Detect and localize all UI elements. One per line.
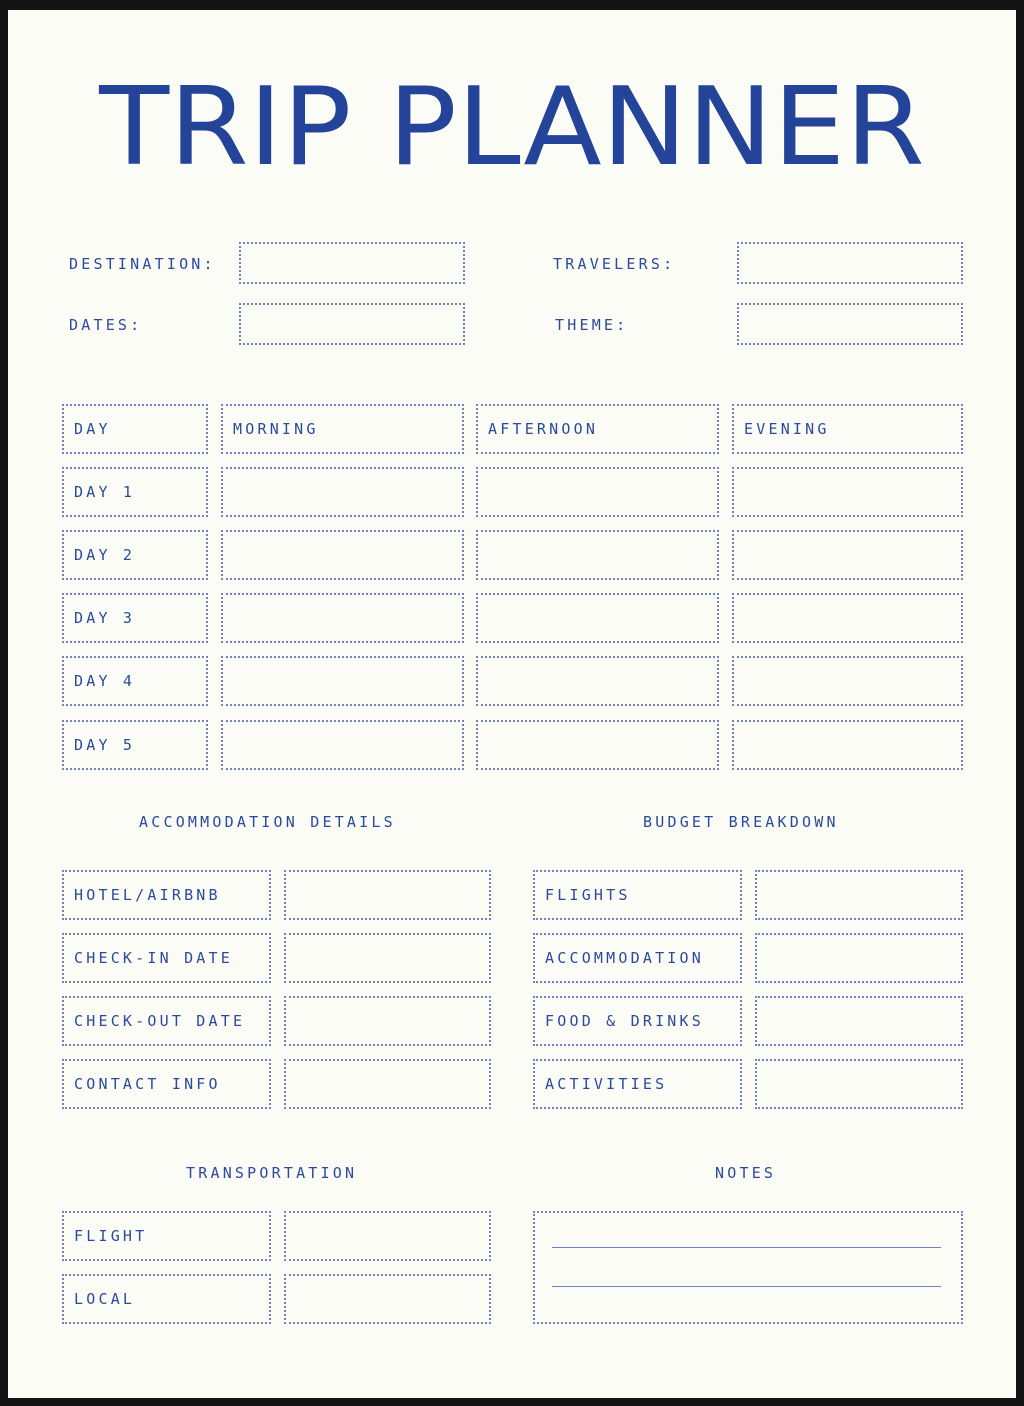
notes-box[interactable]	[533, 1211, 963, 1324]
day-4-cell	[62, 656, 208, 706]
theme-field[interactable]	[737, 303, 963, 345]
flight-field[interactable]	[284, 1211, 491, 1261]
day-5-morning-field[interactable]	[221, 720, 464, 770]
header-afternoon	[476, 404, 719, 454]
destination-field[interactable]	[239, 242, 465, 284]
accommodation-row	[62, 1059, 271, 1109]
contact-info-field[interactable]	[284, 1059, 491, 1109]
day-3-cell	[62, 593, 208, 643]
header-day-label: DAY	[74, 420, 111, 438]
header-day	[62, 404, 208, 454]
accommodation-row	[62, 870, 271, 920]
check-in-field[interactable]	[284, 933, 491, 983]
check-out-label: CHECK-OUT DATE	[74, 1012, 246, 1030]
day-5-afternoon-field[interactable]	[476, 720, 719, 770]
header-evening-label: EVENING	[744, 420, 830, 438]
travelers-field[interactable]	[737, 242, 963, 284]
transportation-heading: TRANSPORTATION	[186, 1164, 358, 1182]
header-evening	[732, 404, 963, 454]
page-title: TRIP PLANNER	[99, 65, 925, 190]
budget-row	[533, 996, 742, 1046]
accommodation-row	[62, 996, 271, 1046]
hotel-label: HOTEL/AIRBNB	[74, 886, 221, 904]
accommodation-budget-label: ACCOMMODATION	[545, 949, 704, 967]
food-drinks-label: FOOD & DRINKS	[545, 1012, 704, 1030]
day-5-label: DAY 5	[74, 736, 136, 754]
flight-label: FLIGHT	[74, 1227, 148, 1245]
accommodation-budget-field[interactable]	[755, 933, 963, 983]
budget-row	[533, 870, 742, 920]
day-3-evening-field[interactable]	[732, 593, 963, 643]
day-2-afternoon-field[interactable]	[476, 530, 719, 580]
local-label: LOCAL	[74, 1290, 136, 1308]
activities-label: ACTIVITIES	[545, 1075, 668, 1093]
day-3-morning-field[interactable]	[221, 593, 464, 643]
day-2-morning-field[interactable]	[221, 530, 464, 580]
day-5-cell	[62, 720, 208, 770]
day-1-label: DAY 1	[74, 483, 136, 501]
transportation-row	[62, 1211, 271, 1261]
budget-row	[533, 1059, 742, 1109]
notes-heading: NOTES	[715, 1164, 777, 1182]
day-4-label: DAY 4	[74, 672, 136, 690]
day-1-morning-field[interactable]	[221, 467, 464, 517]
check-in-label: CHECK-IN DATE	[74, 949, 233, 967]
destination-label: DESTINATION:	[69, 255, 216, 273]
budget-row	[533, 933, 742, 983]
dates-label: DATES:	[69, 316, 143, 334]
day-2-label: DAY 2	[74, 546, 136, 564]
day-1-cell	[62, 467, 208, 517]
day-3-label: DAY 3	[74, 609, 136, 627]
check-out-field[interactable]	[284, 996, 491, 1046]
accommodation-heading: ACCOMMODATION DETAILS	[139, 813, 396, 831]
local-field[interactable]	[284, 1274, 491, 1324]
day-4-evening-field[interactable]	[732, 656, 963, 706]
travelers-label: TRAVELERS:	[553, 255, 676, 273]
header-morning-label: MORNING	[233, 420, 319, 438]
notes-line	[552, 1247, 941, 1248]
transportation-row	[62, 1274, 271, 1324]
header-morning	[221, 404, 464, 454]
day-4-afternoon-field[interactable]	[476, 656, 719, 706]
contact-info-label: CONTACT INFO	[74, 1075, 221, 1093]
day-2-cell	[62, 530, 208, 580]
notes-line	[552, 1286, 941, 1287]
theme-label: THEME:	[555, 316, 629, 334]
activities-budget-field[interactable]	[755, 1059, 963, 1109]
day-2-evening-field[interactable]	[732, 530, 963, 580]
flights-label: FLIGHTS	[545, 886, 631, 904]
day-3-afternoon-field[interactable]	[476, 593, 719, 643]
header-afternoon-label: AFTERNOON	[488, 420, 599, 438]
flights-budget-field[interactable]	[755, 870, 963, 920]
day-1-evening-field[interactable]	[732, 467, 963, 517]
budget-heading: BUDGET BREAKDOWN	[643, 813, 839, 831]
day-1-afternoon-field[interactable]	[476, 467, 719, 517]
day-5-evening-field[interactable]	[732, 720, 963, 770]
hotel-field[interactable]	[284, 870, 491, 920]
dates-field[interactable]	[239, 303, 465, 345]
food-drinks-budget-field[interactable]	[755, 996, 963, 1046]
day-4-morning-field[interactable]	[221, 656, 464, 706]
accommodation-row	[62, 933, 271, 983]
